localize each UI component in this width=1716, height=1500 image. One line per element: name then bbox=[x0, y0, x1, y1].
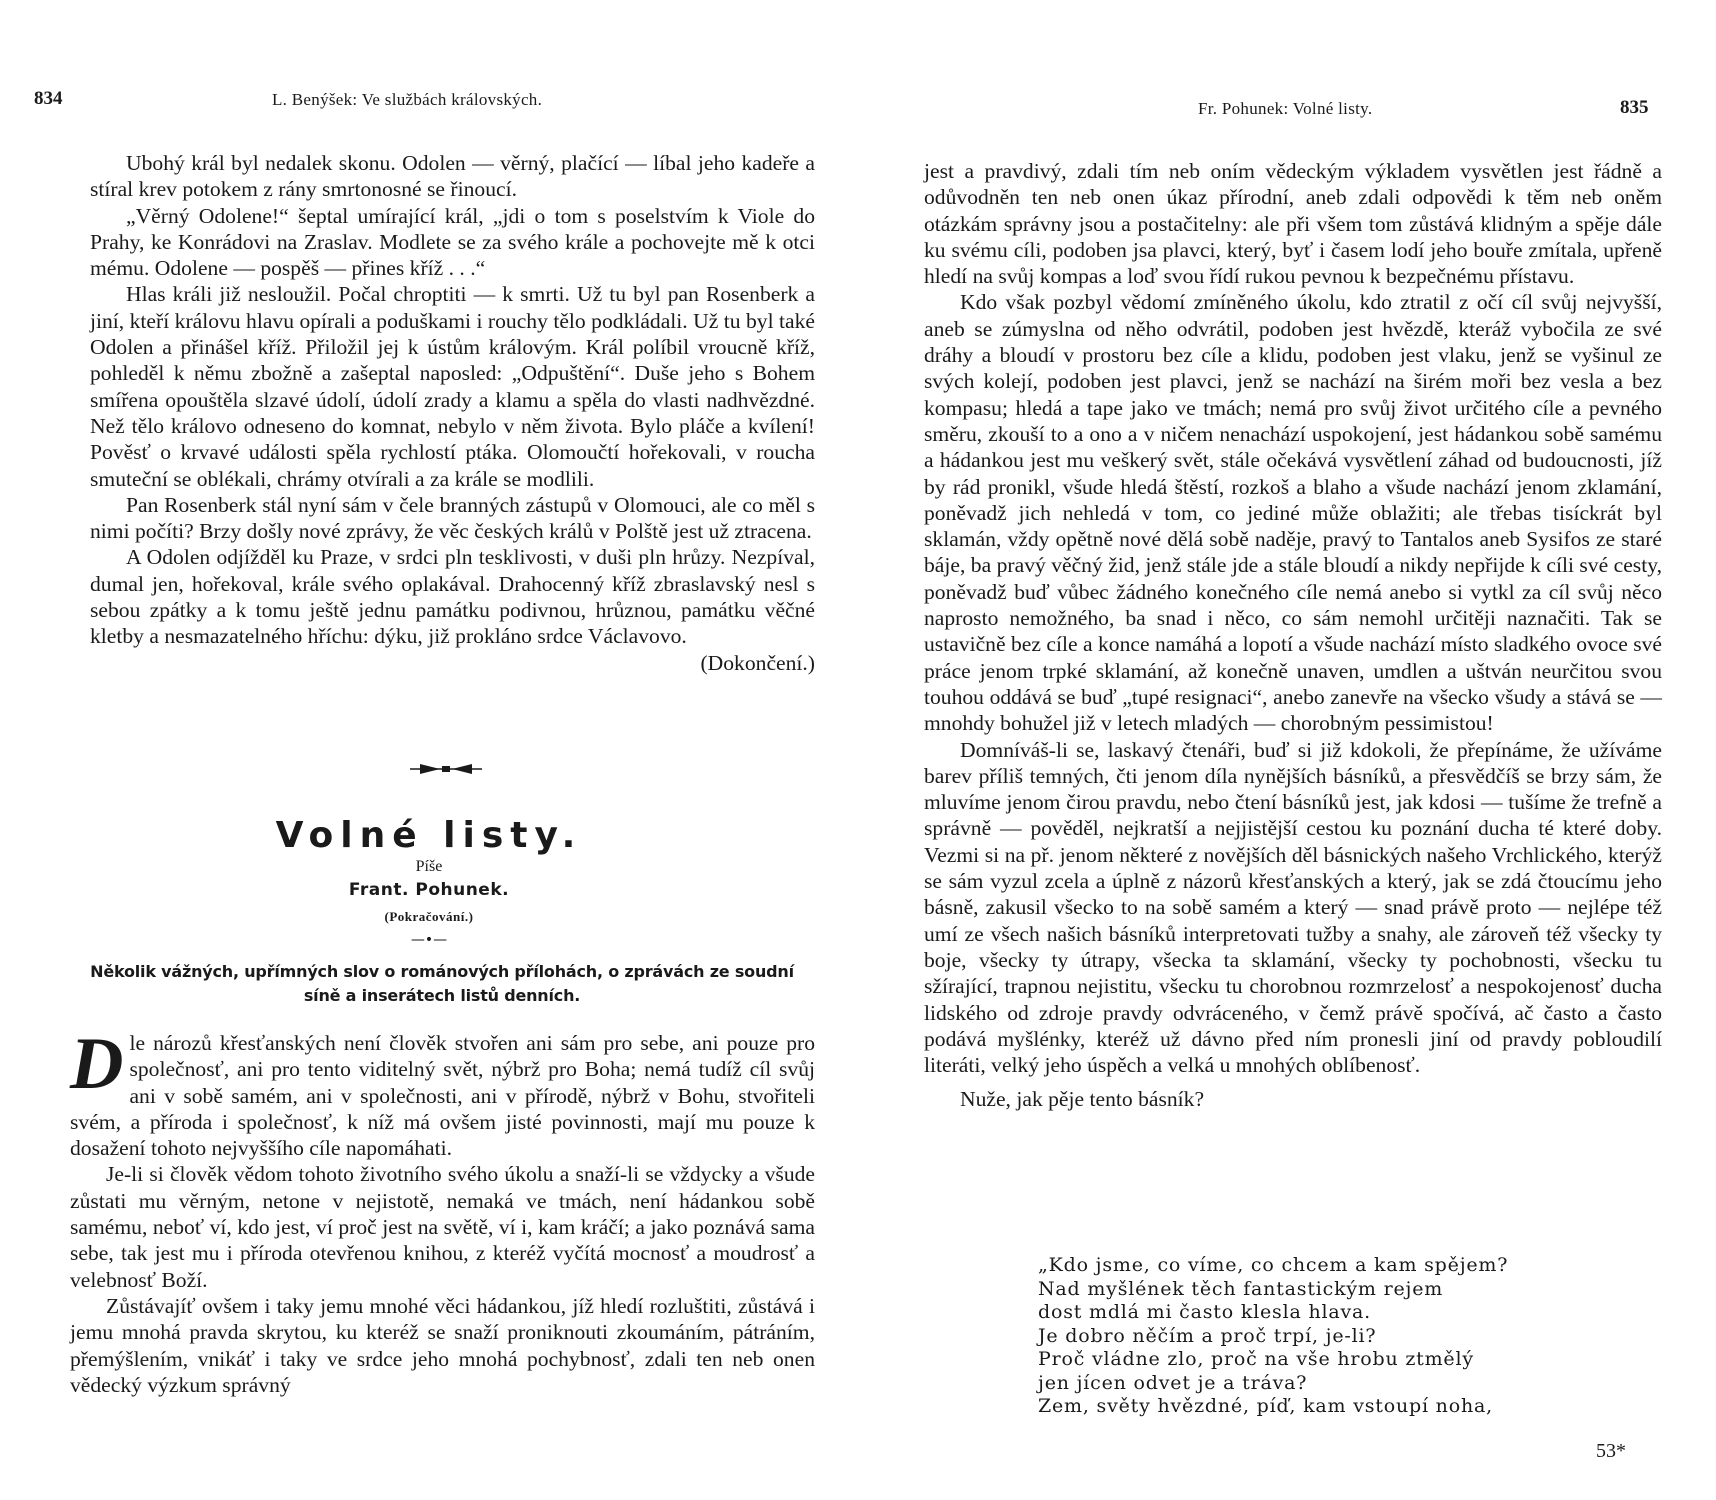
running-head-left: L. Benýšek: Ve službách královských. bbox=[272, 90, 543, 109]
poem-line: Zem, světy hvězdné, píď, kam vstoupí noha, bbox=[1038, 1395, 1493, 1417]
separator-mark: —•— bbox=[410, 932, 448, 948]
article-paragraph bbox=[70, 1023, 815, 1161]
poem-line: Proč vládne zlo, proč na vše hrobu ztmělý bbox=[1038, 1348, 1474, 1370]
story-paragraph: Pan Rosenberk stál nyní sám v čele branných zástupů v Olomouci, ale co měl s nimi počíti? Brzy došly nové zprávy, že věc českých králů v Polště jest už ztracena. bbox=[90, 492, 815, 544]
story-column bbox=[90, 150, 815, 676]
right-paragraph: jest a pravdivý, zdali tím neb oním vědeckým výkladem vysvětlen jest řádně a odůvodněn ten neb onen úkaz přírodní, aneb zdali odpovědi k těm neb oněm otázkám správny jsou a postačitelny: ale při všem tom zůstává klidným a spěje dále ku svému cíli, podoben jsa plavci, který, byť i časem lodí jeho bouře zmítala, upřeně hledí na svůj kompas a loď svou řídí rukou pevnou k bezpečnému přístavu. bbox=[924, 159, 1662, 289]
article-title: Volné listy. bbox=[275, 815, 583, 856]
article-paragraph: Zůstávajíť ovšem i taky jemu mnohé věci hádankou, jíž hledí rozluštiti, zůstává i jemu mnohá pravda skrytou, ku kteréž se snaží proniknouti zkoumáním, pátráním, přemýšlením, vnikáť i taky ve srdce jeho mnohá pochybnosť, zdali ten neb onen vědecký výzkum správný bbox=[70, 1293, 815, 1397]
story-paragraph: A Odolen odjížděl ku Praze, v srdci pln tesklivosti, v duši pln hrůzy. Nezpíval, dumal jen, hořekoval, krále svého oplakával. Drahocenný kříž zbraslavský nesl s sebou zpátky a k tomu ještě jednu památku podivnou, hrůznou, památku věčné kletby a nesmazatelného hříchu: dýku, již prokláno srdce Václavovo. bbox=[90, 545, 815, 649]
section-ornament bbox=[410, 762, 482, 776]
article-author: Frant. Pohunek. bbox=[348, 880, 510, 900]
right-column bbox=[924, 158, 1662, 1113]
right-paragraph: Domníváš-li se, laskavý čtenáři, buď si již kdokoli, že přepínáme, že užíváme barev příliš temných, čti jenom díla nynějších básníků, a přesvědčíš se brzy sám, že mluvíme jenom čirou pravdu, nebo čtení básníků jest, jak kdosi — tušíme že trefně a správně — pověděl, nejkratší a nejjistější cestou ku poznání ducha té které doby. Vezmi si na př. jenom některé z novějších děl básnických našeho Vrchlického, kterýž se sám vyzul zcela a úplně z názorů křesťanských a který, jak se zdá čtoucímu jeho básně, zakusil všecko to na sobě samém a který — snad právě proto — nejlépe též umí ze všech našich básníků interpretovati tužby a snahy, ale zároveň též všecky ty boje, všecky ty útrapy, všecka ta sklamání, všecky ty pochobnosti, všecku tu sžírající, trapnou nejistitu, všecku tu chorobnou rozmrzelosť a nespokojenosť ducha lidského od zdroje pravdy odvráceného, v čemž právě spočívá, ač často a často podává myšlénky, kteréž už dávno před ním pronesli jiní od pravdy pobloudilí literáti, velký jeho úspěch a velká u mnohých oblíbenosť. bbox=[924, 737, 1662, 1078]
poem-line: dost mdlá mi často klesla hlava. bbox=[1038, 1301, 1371, 1323]
story-paragraph: „Věrný Odolene!“ šeptal umírající král, „jdi o tom s poselstvím k Viole do Prahy, ke Konrádovi na Zraslav. Modlete se za svého krále a pochovejte mě k otci mému. Odolene — pospěš — přines kříž . . .“ bbox=[90, 203, 815, 281]
continuation-note: (Pokračování.) bbox=[384, 909, 474, 924]
poem-line: jen jícen odvet je a tráva? bbox=[1038, 1371, 1308, 1394]
continued-note: (Dokončení.) bbox=[700, 650, 815, 675]
right-paragraph: Kdo však pozbyl vědomí zmíněného úkolu, kdo ztratil z očí cíl svůj nejvyšší, aneb se zúmyslna od něho odvrátil, podoben jest hvězdě, kteráž vybočila ze své dráhy a bloudí v prostoru bez cíle a klidu, podoben jest vlaku, jenž se vyšinul ze svých kolejí, podoben jest plavci, jenž se nachází na širém moři bez vesla a bez kompasu; hledá a tape jako ve tmách; nemá pro svůj život určitého cíle a pevného směru, zkouší to a ono a v ničem nenachází uspokojení, jest hádankou sobě samému a hádankou jest mu veškerý svět, stále očekává vysvětlení záhad od budoucnosti, jíž by rád pronikl, všude hledá štěstí, rozkoš a blaho a všude nachází jenom zklamání, poněvadž jich nehledá v tom, co jediné může oblažiti; ale třebas tisíckrát byl sklamán, vždy opětně nové dělá sobě naděje, pravý to Tantalos aneb Sysifos ze staré báje, ba pravý věčný žid, jenž stále jde a stále bloudí a nikdy nepřijde k cíli své cesty, poněvadž buď vůbec žádného konečného cíle nemá anebo si vytkl za cíl svůj něco naprosto nemožného, ba snad i něco, co sám nemohl určitěji naznačiti. Tak se ustavičně bez cíle a konce namáhá a lopotí a všude nachází místo sladkého ovoce své práce jenom trpké sklamání, až konečně unaven, umdlen a uštván neurčitou svou touhou oddává se buď „tupé resignaci“, anebo zanevře na všecko všudy a stává se — mnohdy bohužel již v letech mladých — chorobným pessimistou! bbox=[924, 290, 1662, 736]
article-paragraph: Je-li si člověk vědom tohoto životního svého úkolu a snaží-li se vždycky a všude zůstati mu věrným, netone v nejistotě, nemaká ve tmách, není hádankou sobě samému, neboť ví, kdo jest, ví proč jest na světě, ví i, kam kráčí; a jako poznává sama sebe, tak jest mu i příroda otevřenou knihou, z kteréž vyčítá mocnosť a moudrosť a velebnosť Boží. bbox=[70, 1162, 815, 1292]
poem-block bbox=[1038, 1254, 1508, 1419]
right-page bbox=[858, 0, 1716, 1500]
signature-mark: 53* bbox=[1596, 1440, 1626, 1462]
story-paragraph: Ubohý král byl nedalek skonu. Odolen — věrný, plačící — líbal jeho kadeře a stíral krev potokem z rány smrtonosné se řinoucí. bbox=[90, 151, 815, 202]
article-subtitle: Několik vážných, upřímných slov o románových přílohách, o zprávách ze soudní síně a inserátech listů denních. bbox=[90, 962, 794, 1005]
poem-line: „Kdo jsme, co víme, co chcem a kam spějem? bbox=[1038, 1254, 1509, 1276]
page-number-left: 834 bbox=[34, 88, 63, 109]
byline-prefix: Píše bbox=[415, 858, 443, 875]
running-head-right: Fr. Pohunek: Volné listy. bbox=[1198, 99, 1373, 118]
page-number-right: 835 bbox=[1620, 97, 1649, 118]
right-paragraph: Nuže, jak pěje tento básník? bbox=[960, 1087, 1205, 1112]
story-paragraph: Hlas králi již nesloužil. Počal chroptiti — k smrti. Už tu byl pan Rosenberk a jiní, kteří královu hlavu opírali a poduškami i rouchy tělo podkládali. Už tu byl také Odolen a přinášel kříž. Přiložil jej k ústům královým. Král políbil vroucně kříž, pohleděl k němu zbožně a zašeptal naposled: „Odpuštění“. Duše jeho s Bohem smířena opouštěla slzavé údolí, údolí zrady a klamu a spěla do vlasti nadhvězdné. Než tělo královo odneseno do komnat, nebylo v něm života. Bylo pláče a kvílení! Pověsť o krvavé události spěla rychlostí ptáka. Olomoučtí hořekovali, v roucha smuteční se oblékali, chrámy otvírali a za krále se modlili. bbox=[90, 282, 815, 491]
article-column bbox=[70, 1023, 815, 1398]
poem-line: Nad myšlének těch fantastickým rejem bbox=[1038, 1277, 1444, 1300]
poem-line: Je dobro něčím a proč trpí, je-li? bbox=[1038, 1324, 1377, 1347]
drop-cap: D bbox=[70, 1023, 124, 1105]
first-paragraph-text: le nározů křesťanských není člověk stvořen ani sám pro sebe, ani pouze pro společnosť, ani pro tento viditelný svět, nýbrž pro Boha; nemá tudíž cíl svůj ani v sobě samém, ani v společnosti, ani v přírodě, nýbrž v Bohu, stvořiteli svém, a příroda i společnosť, k níž má ovšem jisté povinnosti, mají mu pouze k dosažení tohoto nejvyššího cíle napomáhati. bbox=[70, 1031, 815, 1161]
